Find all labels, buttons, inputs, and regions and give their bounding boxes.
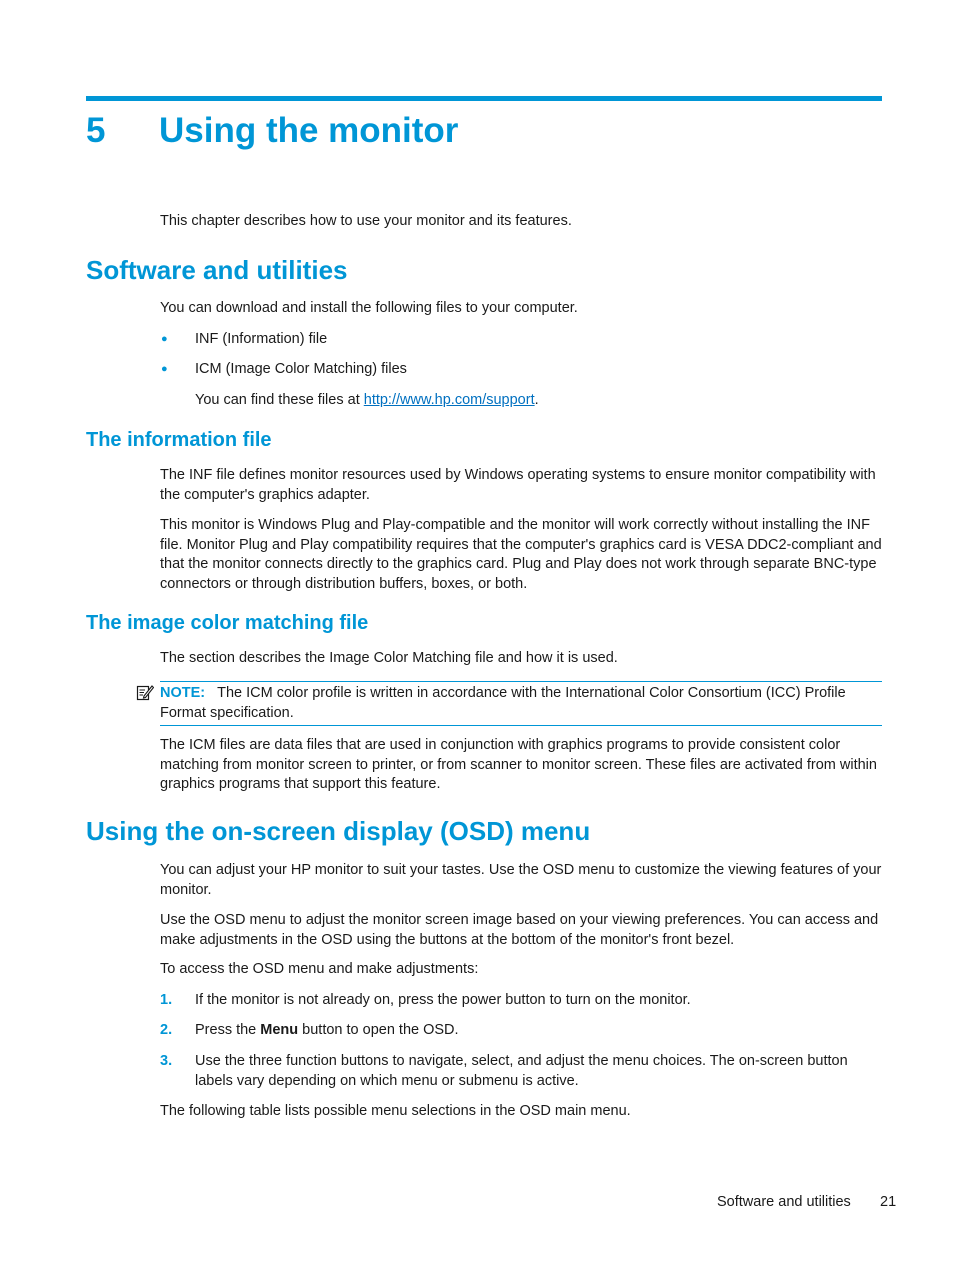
- bullet-dot-icon: ●: [161, 333, 168, 345]
- step-number: 2.: [160, 1022, 173, 1038]
- note-text: The ICM color profile is written in accordance with the International Color Consortium (ICC) Profile Format specification.: [160, 685, 846, 721]
- step-text: [195, 1021, 882, 1041]
- note-top-rule: [160, 681, 882, 682]
- note-pencil-icon: [136, 683, 154, 701]
- find-files-label: You can find these files at: [195, 392, 364, 408]
- inf-paragraph-2: This monitor is Windows Plug and Play-compatible and the monitor will work correctly without installing the INF file. Monitor Plug and Play compatibility requires that the computer's graphics card is VESA DDC2-compliant and that the monitor connects directly to the graphics card. Plug and Play does not work through separate BNC-type connectors or through distribution buffers, boxes, or both.: [160, 517, 882, 592]
- chapter-title: Using the monitor: [159, 111, 459, 150]
- software-intro: You can download and install the following files to your computer.: [160, 300, 578, 316]
- support-link[interactable]: http://www.hp.com/support: [363, 392, 535, 408]
- osd-paragraph-1: You can adjust your HP monitor to suit your tastes. Use the OSD menu to customize the viewing features of your monitor.: [160, 862, 882, 898]
- section-heading-software: Software and utilities: [86, 255, 348, 285]
- chapter-rule: [86, 96, 882, 101]
- find-files-end: .: [534, 392, 539, 408]
- bullet-dot-icon: ●: [161, 363, 168, 375]
- osd-paragraph-2: Use the OSD menu to adjust the monitor screen image based on your viewing preferences. You can access and make adjustments in the OSD using the buttons at the bottom of the monitor's front bezel.: [160, 912, 879, 948]
- osd-paragraph-3: To access the OSD menu and make adjustments:: [160, 961, 479, 977]
- icm-paragraph-1: The section describes the Image Color Matching file and how it is used.: [160, 650, 618, 666]
- list-item: ICM (Image Color Matching) files: [195, 361, 407, 377]
- note-box: [160, 684, 882, 723]
- subsection-heading-icm: The image color matching file: [86, 612, 369, 634]
- list-item: INF (Information) file: [195, 331, 328, 347]
- chapter-number: 5: [86, 111, 106, 150]
- footer-section: Software and utilities: [717, 1194, 851, 1210]
- step-number: 1.: [160, 992, 173, 1008]
- step-number: 3.: [160, 1053, 173, 1069]
- step-text: Use the three function buttons to navigate, select, and adjust the menu choices. The on-screen button labels vary depending on which menu or submenu is active.: [195, 1053, 848, 1089]
- step-text: If the monitor is not already on, press the power button to turn on the monitor.: [195, 992, 691, 1008]
- note-label: NOTE:: [160, 685, 206, 701]
- subsection-heading-inf: The information file: [86, 429, 272, 451]
- chapter-intro: This chapter describes how to use your monitor and its features.: [160, 213, 572, 229]
- osd-paragraph-4: The following table lists possible menu selections in the OSD main menu.: [160, 1103, 631, 1119]
- step-text-pre: Press the: [195, 1022, 261, 1038]
- find-files-text: [195, 391, 882, 411]
- icm-paragraph-2: The ICM files are data files that are used in conjunction with graphics programs to provide consistent color matching from monitor screen to printer, or from scanner to monitor screen. These files are activated from within graphics programs that support this feature.: [160, 737, 877, 792]
- note-bottom-rule: [160, 725, 882, 726]
- section-heading-osd: Using the on-screen display (OSD) menu: [86, 816, 591, 846]
- inf-paragraph-1: The INF file defines monitor resources used by Windows operating systems to ensure monitor compatibility with the computer's graphics adapter.: [160, 467, 876, 503]
- menu-button-name: Menu: [260, 1022, 299, 1038]
- step-text-post: button to open the OSD.: [298, 1022, 459, 1038]
- page-number: 21: [880, 1194, 897, 1210]
